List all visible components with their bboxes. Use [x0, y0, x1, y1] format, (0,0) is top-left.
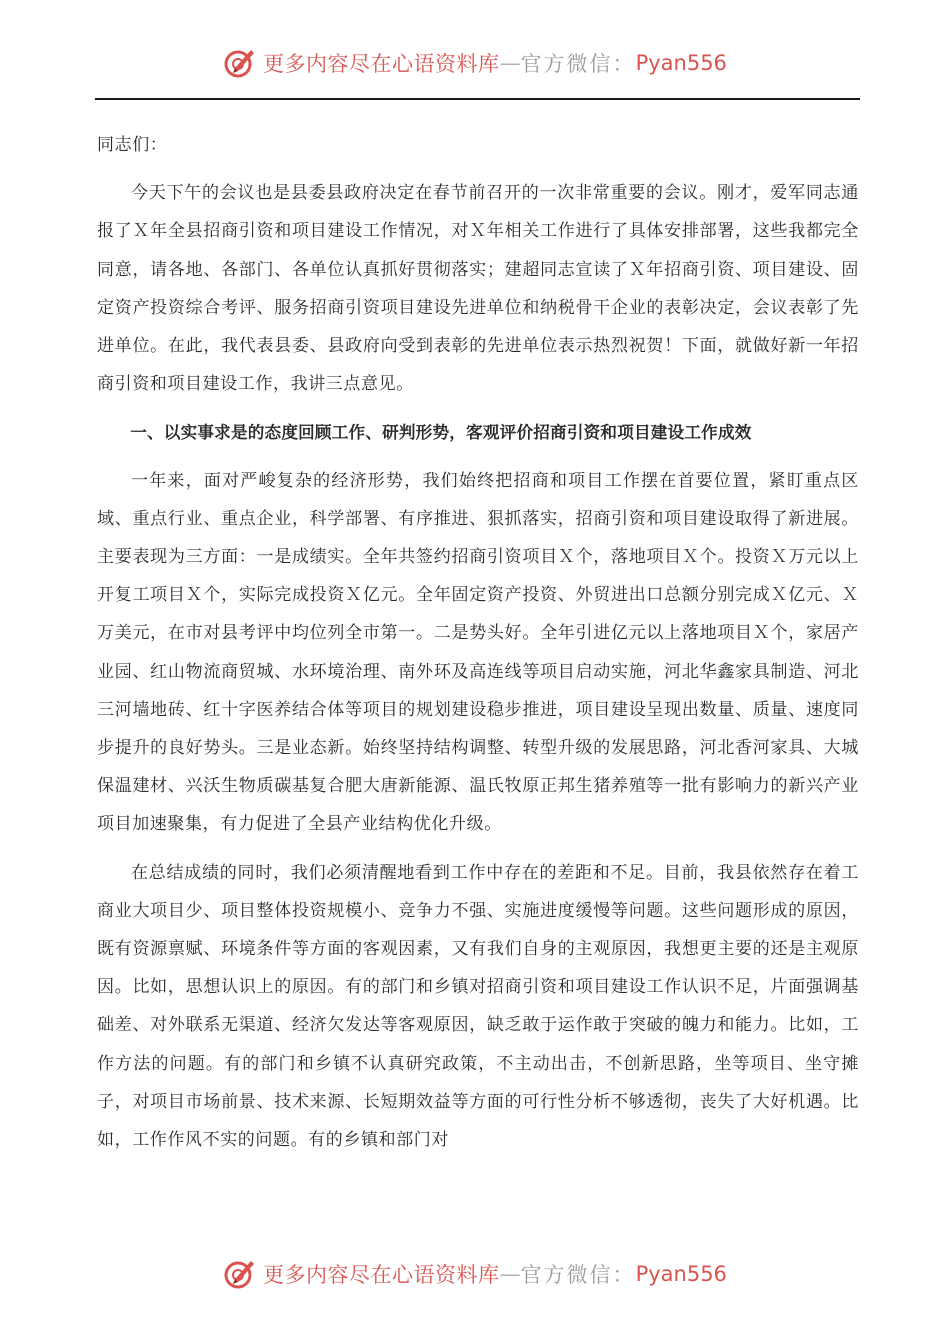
banner-wechat-id: Pyan556: [635, 51, 727, 75]
header-rule: [95, 98, 860, 100]
document-body: [97, 126, 859, 1169]
banner-wechat-id: Pyan556: [635, 1262, 727, 1286]
banner-separator: —: [499, 1262, 521, 1286]
section1-paragraph-2: 在总结成绩的同时，我们必须清醒地看到工作中存在的差距和不足。目前，我县依然存在着工商业大项目少、项目整体投资规模小、竞争力不强、实施进度缓慢等问题。这些问题形成的原因，既有资源禀赋、环境条件等方面的客观因素，又有我们自身的主观原因，我想更主要的还是主观原因。比如，思想认识上的原因。有的部门和乡镇对招商引资和项目建设工作认识不足，片面强调基础差、对外联系无渠道、经济欠发达等客观原因，缺乏敢于运作敢于突破的魄力和能力。比如，工作方法的问题。有的部门和乡镇不认真研究政策，不主动出击，不创新思路，坐等项目、坐守摊子，对项目市场前景、技术来源、长短期效益等方面的可行性分析不够透彻，丧失了大好机遇。比如，工作作风不实的问题。有的乡镇和部门对: [97, 862, 859, 1151]
header-banner: [0, 43, 950, 83]
banner-title: 更多内容尽在心语资料库: [263, 1263, 500, 1287]
footer-banner: [0, 1254, 950, 1294]
banner-separator: —: [499, 51, 521, 75]
intro-paragraph: 今天下午的会议也是县委县政府决定在春节前召开的一次非常重要的会议。刚才，爱军同志通报了Ｘ年全县招商引资和项目建设工作情况，对Ｘ年相关工作进行了具体安排部署，这些我都完全同意，请各地、各部门、各单位认真抓好贯彻落实；建超同志宣读了Ｘ年招商引资、项目建设、固定资产投资综合考评、服务招商引资项目建设先进单位和纳税骨干企业的表彰决定，会议表彰了先进单位。在此，我代表县委、县政府向受到表彰的先进单位表示热烈祝贺！下面，就做好新一年招商引资和项目建设工作，我讲三点意见。: [97, 183, 859, 395]
banner-title: 更多内容尽在心语资料库: [263, 52, 500, 76]
salutation: 同志们：: [97, 135, 168, 155]
section1-paragraph-1: 一年来，面对严峻复杂的经济形势，我们始终把招商和项目工作摆在首要位置，紧盯重点区域、重点行业、重点企业，科学部署、有序推进、狠抓落实，招商引资和项目建设取得了新进展。主要表现为三方面：一是成绩实。全年共签约招商引资项目Ｘ个，落地项目Ｘ个。投资Ｘ万元以上开复工项目Ｘ个，实际完成投资Ｘ亿元。全年固定资产投资、外贸进出口总额分别完成Ｘ亿元、Ｘ万美元，在市对县考评中均位列全市第一。二是势头好。全年引进亿元以上落地项目Ｘ个，家居产业园、红山物流商贸城、水环境治理、南外环及高连线等项目启动实施，河北华鑫家具制造、河北三河墙地砖、红十字医养结合体等项目的规划建设稳步推进，项目建设呈现出数量、质量、速度同步提升的良好势头。三是业态新。始终坚持结构调整、转型升级的发展思路，河北香河家具、大城保温建材、兴沃生物质碳基复合肥大唐新能源、温氏牧原正邦生猪养殖等一批有影响力的新兴产业项目加速聚集，有力促进了全县产业结构优化升级。: [97, 470, 859, 835]
banner-wechat-label: 官方微信：: [520, 52, 636, 76]
banner-wechat-label: 官方微信：: [520, 1263, 636, 1287]
section-heading: 一、以实事求是的态度回顾工作、研判形势，客观评价招商引资和项目建设工作成效: [130, 422, 752, 443]
pen-logo-icon: [223, 46, 257, 80]
pen-logo-icon: [223, 1257, 257, 1291]
